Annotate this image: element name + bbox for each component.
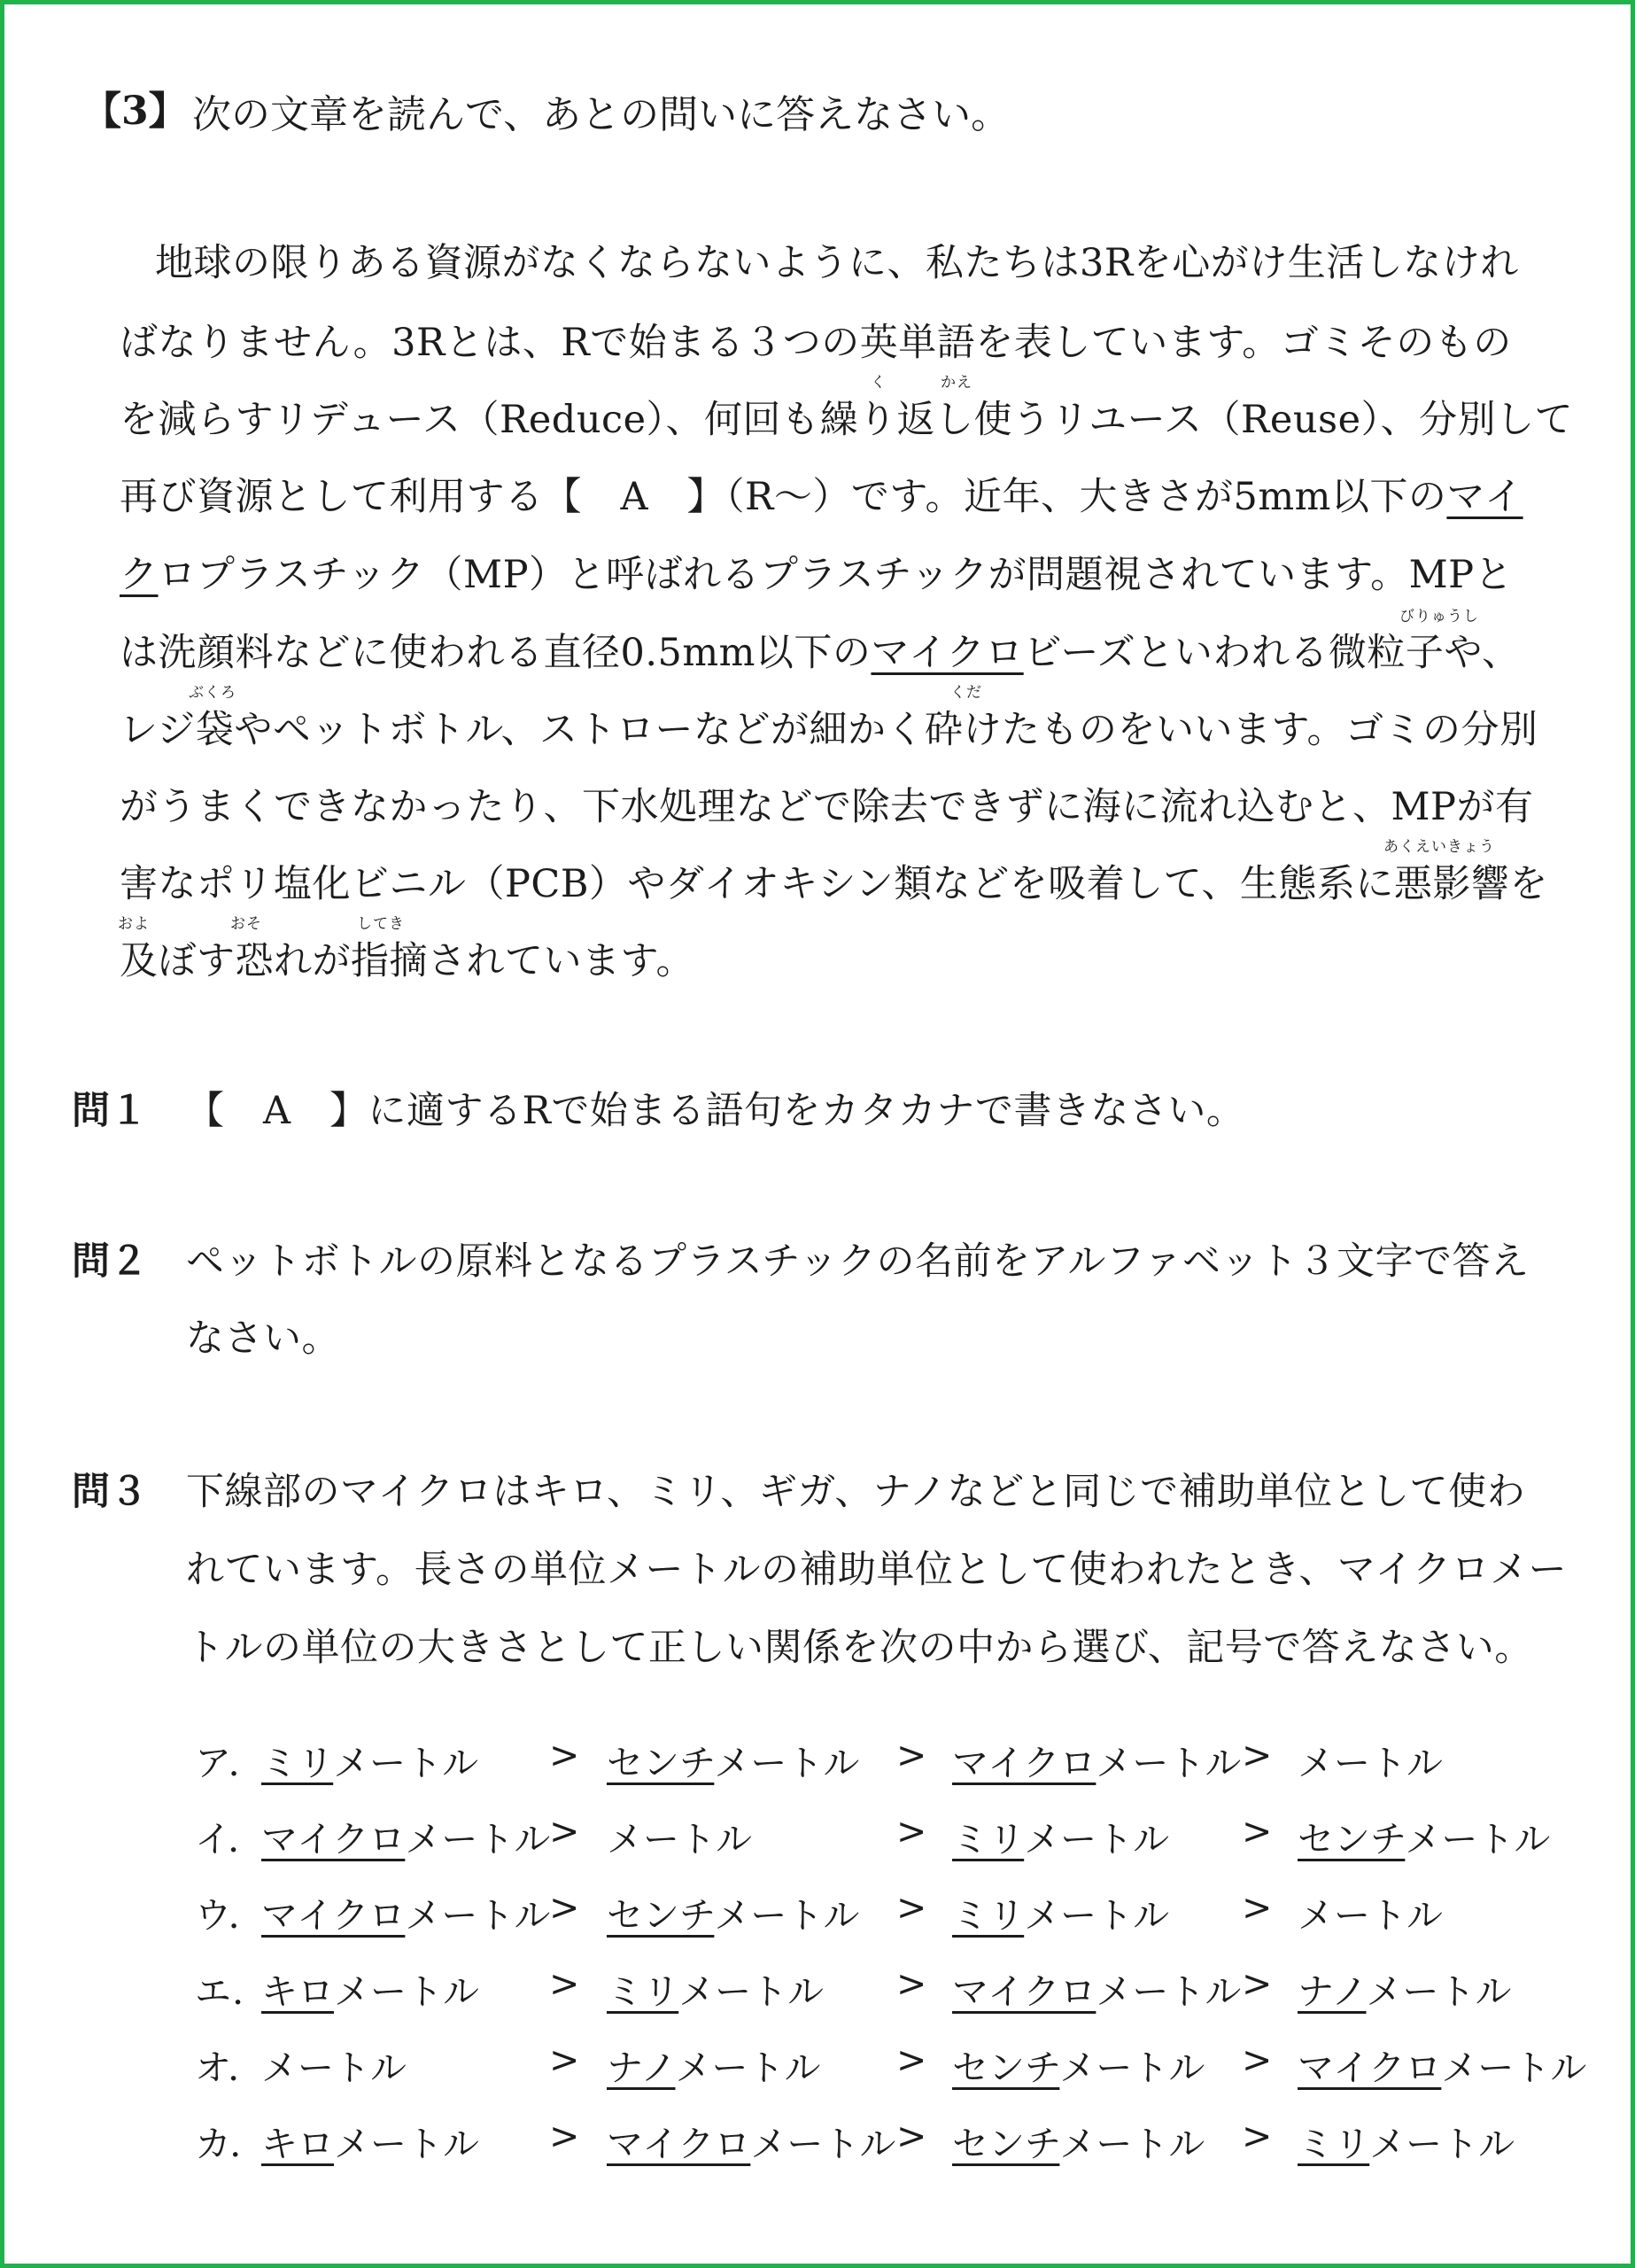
greater-than-sign: > bbox=[896, 1886, 927, 1929]
ruby-oyo: およ bbox=[118, 915, 150, 933]
underline-micro-1: マイ bbox=[1446, 475, 1523, 519]
option-unit bbox=[607, 1810, 752, 1862]
unit-base: メートル bbox=[607, 1818, 752, 1860]
option-label: ウ． bbox=[195, 1894, 265, 1937]
problem-number: 【3】 bbox=[82, 89, 188, 134]
option-unit bbox=[607, 1886, 859, 1938]
unit-base: メートル bbox=[1096, 1742, 1242, 1784]
unit-base: メートル bbox=[678, 1970, 825, 2013]
option-unit bbox=[1298, 1962, 1512, 2015]
greater-than-sign: > bbox=[1242, 1810, 1273, 1852]
unit-prefix: センチ bbox=[607, 1742, 715, 1784]
problem-instruction: 次の文章を読んで、あとの問いに答えなさい。 bbox=[192, 92, 1011, 137]
greater-than-sign: > bbox=[549, 1886, 580, 1929]
ruby-biryuushi: びりゅうし bbox=[1399, 608, 1479, 625]
greater-than-sign: > bbox=[1242, 2115, 1273, 2157]
unit-base: メートル bbox=[261, 2047, 407, 2089]
unit-prefix: センチ bbox=[952, 2123, 1060, 2165]
unit-base: メートル bbox=[334, 1970, 479, 2013]
option-unit bbox=[607, 2039, 821, 2091]
greater-than-sign: > bbox=[1242, 2039, 1273, 2081]
ruby-oso: おそ bbox=[230, 915, 262, 933]
unit-base: メートル bbox=[1298, 1742, 1443, 1784]
option-unit bbox=[952, 2039, 1205, 2091]
unit-base: メートル bbox=[1441, 2047, 1587, 2089]
greater-than-sign: > bbox=[1242, 1734, 1273, 1776]
passage-line: ばなりません。3Rとは、Rで始まる３つの英単語を表しています。ゴミそのもの bbox=[120, 321, 1512, 365]
option-unit bbox=[261, 2115, 479, 2167]
unit-base: メートル bbox=[334, 2123, 479, 2165]
ruby-kuda: くだ bbox=[950, 684, 982, 702]
question-text: ペットボトルの原料となるプラスチックの名前をアルファベット３文字で答え bbox=[186, 1239, 1530, 1284]
option-unit bbox=[952, 2115, 1205, 2167]
passage-line-text: 再び資源として利用する【 A 】（R～）です。近年、大きさが5mm以下の bbox=[120, 475, 1447, 519]
unit-prefix: ミリ bbox=[261, 1742, 334, 1784]
option-unit bbox=[607, 1962, 824, 2015]
greater-than-sign: > bbox=[896, 1734, 927, 1776]
question-text: 下線部のマイクロはキロ、ミリ、ギガ、ナノなどと同じで補助単位として使わ bbox=[186, 1470, 1526, 1514]
unit-base: メートル bbox=[333, 1742, 479, 1784]
unit-prefix: キロ bbox=[261, 2123, 334, 2165]
greater-than-sign: > bbox=[896, 1962, 927, 2005]
passage-line: 及ぼす恐れが指摘されています。 bbox=[120, 939, 695, 983]
option-unit bbox=[261, 2039, 407, 2091]
greater-than-sign: > bbox=[896, 1810, 927, 1852]
option-unit bbox=[952, 1962, 1241, 2015]
option-unit bbox=[261, 1734, 478, 1786]
passage-line bbox=[120, 467, 1523, 521]
unit-prefix: マイクロ bbox=[261, 1818, 406, 1860]
question-number: 問２ bbox=[72, 1239, 148, 1284]
option-label: オ． bbox=[195, 2047, 265, 2089]
greater-than-sign: > bbox=[1242, 1886, 1273, 1929]
option-label: ア． bbox=[195, 1742, 265, 1784]
unit-prefix: ナノ bbox=[1298, 1970, 1367, 2013]
greater-than-sign: > bbox=[896, 2115, 927, 2157]
unit-prefix: マイクロ bbox=[1298, 2047, 1442, 2089]
unit-base: メートル bbox=[1059, 2123, 1205, 2165]
ruby-kae: かえ bbox=[941, 374, 972, 392]
unit-base: メートル bbox=[1024, 1818, 1170, 1860]
unit-base: メートル bbox=[1096, 1970, 1242, 2013]
question-text: トルの単位の大きさとして正しい関係を次の中から選び、記号で答えなさい。 bbox=[186, 1626, 1533, 1670]
option-unit bbox=[261, 1962, 479, 2015]
option-unit bbox=[1298, 2039, 1586, 2091]
underline-micro-2: ク bbox=[120, 553, 159, 597]
unit-base: メートル bbox=[1369, 2123, 1515, 2165]
unit-prefix: キロ bbox=[261, 1970, 334, 2013]
unit-prefix: ミリ bbox=[952, 1818, 1025, 1860]
question-text: なさい。 bbox=[186, 1317, 340, 1361]
unit-base: メートル bbox=[714, 1894, 860, 1937]
question-text: れています。長さの単位メートルの補助単位として使われたとき、マイクロメー bbox=[186, 1548, 1568, 1592]
ruby-akueikyou: あくえいきょう bbox=[1383, 838, 1495, 856]
option-label: エ． bbox=[195, 1970, 269, 2013]
unit-prefix: マイクロ bbox=[607, 2123, 751, 2165]
greater-than-sign: > bbox=[549, 2039, 580, 2081]
passage-line: レジ袋やペットボトル、ストローなどが細かく砕けたものをいいます。ゴミの分別 bbox=[120, 708, 1538, 752]
unit-base: メートル bbox=[405, 1818, 551, 1860]
option-unit bbox=[1298, 2115, 1515, 2167]
passage-line: を減らすリデュース（Reduce）、何回も繰り返し使うリユース（Reuse）、分別して bbox=[120, 398, 1574, 442]
ruby-kuri: く bbox=[871, 374, 887, 392]
unit-base: メートル bbox=[675, 2047, 821, 2089]
question-number: 問１ bbox=[72, 1089, 148, 1133]
unit-prefix: マイクロ bbox=[952, 1970, 1096, 2013]
unit-base: メートル bbox=[1059, 2047, 1205, 2089]
greater-than-sign: > bbox=[896, 2039, 927, 2081]
unit-base: メートル bbox=[1405, 1818, 1551, 1860]
greater-than-sign: > bbox=[549, 2115, 580, 2157]
option-unit bbox=[1298, 1734, 1443, 1786]
option-unit bbox=[952, 1734, 1241, 1786]
unit-prefix: ミリ bbox=[1298, 2123, 1370, 2165]
unit-prefix: センチ bbox=[952, 2047, 1060, 2089]
unit-prefix: センチ bbox=[607, 1894, 715, 1937]
greater-than-sign: > bbox=[549, 1962, 580, 2005]
greater-than-sign: > bbox=[1242, 1962, 1273, 2005]
option-label: イ． bbox=[195, 1818, 265, 1860]
unit-prefix: ミリ bbox=[607, 1970, 679, 2013]
ruby-bukuro: ぶくろ bbox=[189, 684, 236, 702]
passage-line: がうまくできなかったり、下水処理などで除去できずに海に流れ込むと、MPが有 bbox=[120, 785, 1534, 829]
option-label: カ． bbox=[195, 2123, 267, 2165]
unit-prefix: ミリ bbox=[952, 1894, 1025, 1937]
option-unit bbox=[261, 1886, 550, 1938]
option-unit bbox=[607, 2115, 895, 2167]
unit-prefix: センチ bbox=[1298, 1818, 1406, 1860]
unit-base: メートル bbox=[1024, 1894, 1170, 1937]
option-unit bbox=[952, 1810, 1169, 1862]
unit-base: メートル bbox=[1298, 1894, 1443, 1937]
option-unit bbox=[1298, 1886, 1443, 1938]
option-unit bbox=[261, 1810, 550, 1862]
greater-than-sign: > bbox=[549, 1810, 580, 1852]
passage-line bbox=[120, 623, 1521, 677]
passage-line-text: ロプラスチック（MP）と呼ばれるプラスチックが問題視されています。MPと bbox=[158, 553, 1514, 597]
unit-prefix: マイクロ bbox=[261, 1894, 406, 1937]
unit-base: メートル bbox=[405, 1894, 551, 1937]
question-number: 問３ bbox=[72, 1470, 148, 1514]
unit-prefix: マイクロ bbox=[952, 1742, 1096, 1784]
unit-prefix: ナノ bbox=[607, 2047, 676, 2089]
unit-base: メートル bbox=[714, 1742, 860, 1784]
passage-line-text: は洗顔料などに使われる直径0.5mm以下の bbox=[120, 631, 872, 675]
option-unit bbox=[952, 1886, 1169, 1938]
unit-base: メートル bbox=[1366, 1970, 1512, 2013]
ruby-shiteki: してき bbox=[357, 915, 405, 933]
underline-microbeads: マイクロ bbox=[871, 631, 1024, 675]
greater-than-sign: > bbox=[549, 1734, 580, 1776]
option-unit bbox=[607, 1734, 859, 1786]
passage-line bbox=[120, 545, 1513, 599]
passage-line-text: ビーズといわれる微粒子や、 bbox=[1023, 631, 1521, 675]
option-unit bbox=[1298, 1810, 1550, 1862]
passage-line: 地球の限りある資源がなくならないように、私たちは3Rを心がけ生活しなけれ bbox=[155, 241, 1519, 285]
passage-line: 害なポリ塩化ビニル（PCB）やダイオキシン類などを吸着して、生態系に悪影響を bbox=[120, 862, 1548, 906]
question-text: 【 A 】に適するRで始まる語句をカタカナで書きなさい。 bbox=[186, 1089, 1245, 1133]
unit-base: メートル bbox=[750, 2123, 896, 2165]
